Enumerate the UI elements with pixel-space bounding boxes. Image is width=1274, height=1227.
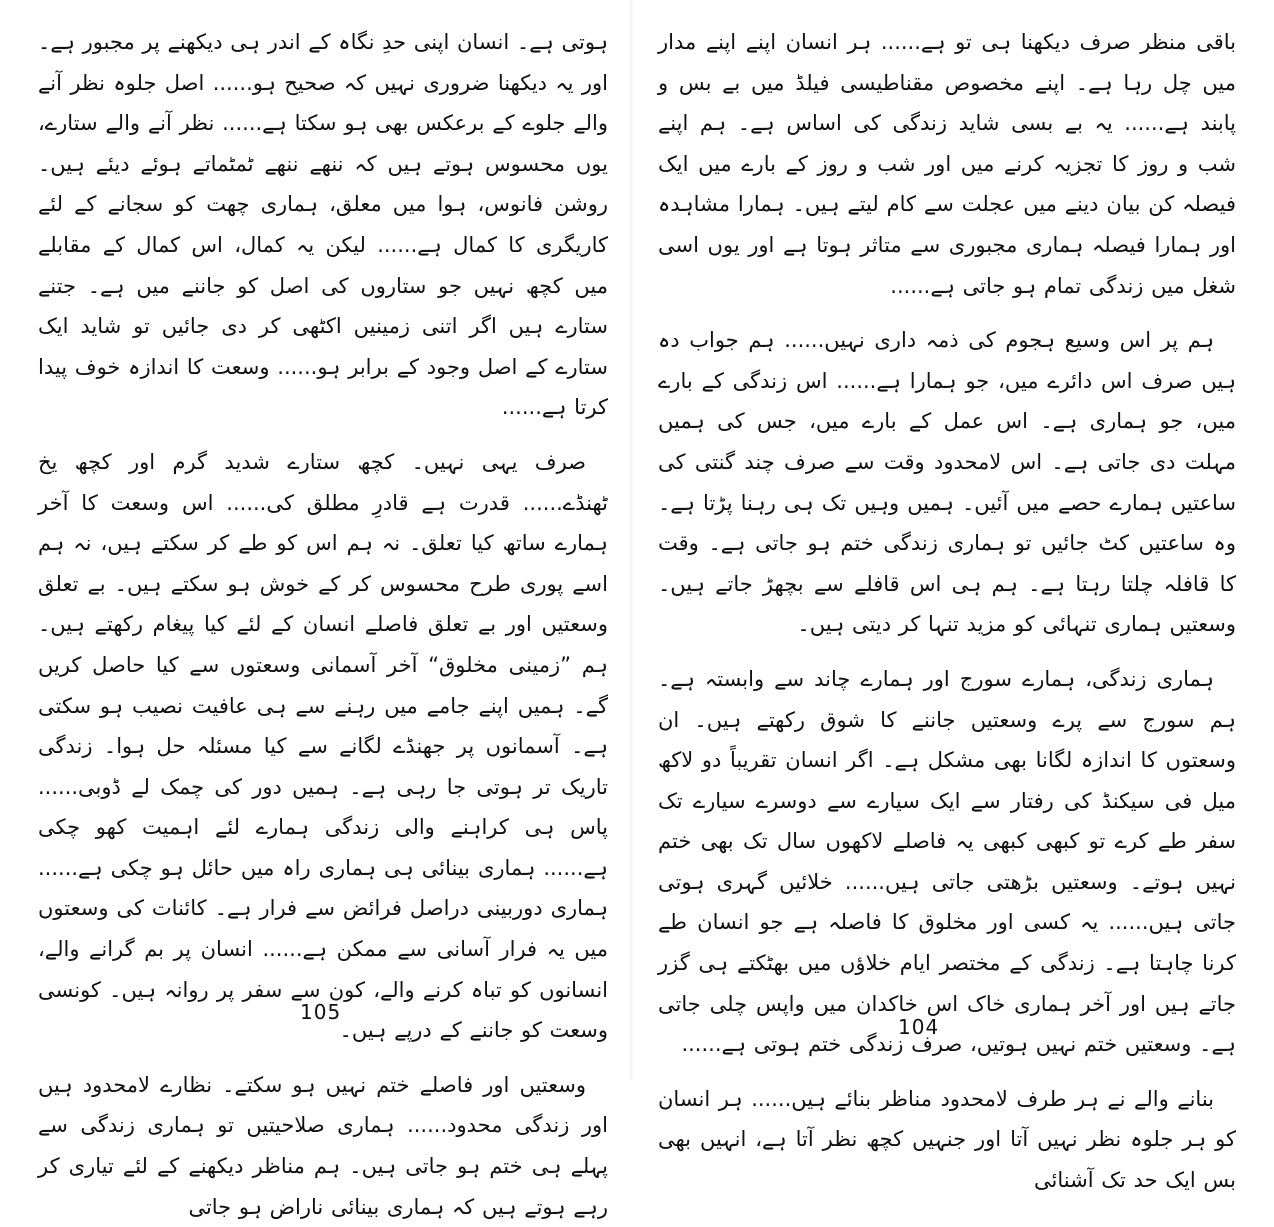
book-gutter [628, 0, 634, 1080]
left-paragraph-2: صرف یہی نہیں۔ کچھ ستارے شدید گرم اور کچھ یخ ٹھنڈے...... قدرت ہے قادرِ مطلق کی...... اس وسعت کا آخر ہمارے ساتھ کیا تعلق۔ نہ ہم اس کو طے کر سکتے ہیں، نہ ہم اسے پوری طرح محسوس کر کے خوش ہو سکتے ہیں۔ بے تعلق وسعتیں اور بے تعلق فاصلے انسان کے لئے کیا پیغام رکھتے ہیں۔ ہم ”زمینی مخلوق“ آخر آسمانی وسعتوں سے کیا حاصل کریں گے۔ ہمیں اپنے جامے میں رہنے سے ہی عافیت نصیب ہو سکتی ہے۔ آسمانوں پر جھنڈے لگانے سے کیا مسئلہ حل ہوا۔ زندگی تاریک تر ہوتی جا رہی ہے۔ ہمیں دور کی چمک لے ڈوبی...... پاس ہی کراہنے والی زندگی ہمارے لئے اہمیت کھو چکی ہے...... ہماری بینائی ہی ہماری راہ میں حائل ہو چکی ہے...... ہماری دوربینی دراصل فرائض سے فرار ہے۔ کائنات کی وسعتوں میں یہ فرار آسانی سے ممکن ہے...... انسان پر بم گرانے والے، انسانوں کو تباہ کرنے والے، کون سے سفر پر روانہ ہیں۔ کونسی وسعت کو جاننے کے درپے ہیں۔ [38, 449, 608, 1043]
right-paragraph-1: باقی منظر صرف دیکھنا ہی تو ہے...... ہر انسان اپنے اپنے مدار میں چل رہا ہے۔ اپنے مخصوص مقناطیسی فیلڈ میں بے بس و پابند ہے...... یہ بے بسی شاید زندگی کی اساس ہے۔ ہم اپنے شب و روز کا تجزیہ کرنے میں اور شب و روز کے بارے میں ایک فیصلہ کن بیان دینے میں عجلت سے کام لیتے ہیں۔ ہمارا مشاہدہ اور ہمارا فیصلہ ہماری مجبوری سے متاثر ہوتا ہے اور یوں اسی شغل میں زندگی تمام ہو جاتی ہے...... [658, 30, 1236, 298]
left-paragraph-1: ہوتی ہے۔ انسان اپنی حدِ نگاہ کے اندر ہی دیکھنے پر مجبور ہے۔ اور یہ دیکھنا ضروری نہیں کہ صحیح ہو...... اصل جلوہ نظر آنے والے جلوے کے برعکس بھی ہو سکتا ہے...... نظر آنے والے ستارے، یوں محسوس ہوتے ہیں کہ ننھے ننھے ٹمٹماتے ہوئے دیئے ہیں۔ روشن فانوس، ہوا میں معلق، ہماری چھت کو سجانے کے لئے کاریگری کا کمال ہے...... لیکن یہ کمال، اس کمال کے مقابلے میں کچھ نہیں جو ستاروں کی اصل کو جاننے میں ہے۔ جتنے ستارے ہیں اگر اتنی زمینیں اکٹھی کر دی جائیں تو شاید ایک ستارے کے اصل وجود کے برابر ہو...... وسعت کا اندازہ خوف پیدا کرتا ہے...... [38, 30, 608, 420]
right-page [658, 22, 1236, 1201]
right-paragraph-3: ہماری زندگی، ہمارے سورج اور ہمارے چاند سے وابستہ ہے۔ ہم سورج سے پرے وسعتیں جاننے کا شوق رکھتے ہیں۔ ان وسعتوں کا اندازہ لگانا بھی مشکل ہے۔ اگر انسان تقریباً دو لاکھ میل فی سیکنڈ کی رفتار سے ایک سیارے سے دوسرے سیارے تک سفر طے کرے تو کبھی کبھی یہ فاصلے لاکھوں سال تک بھی ختم نہیں ہوتے۔ وسعتیں بڑھتی جاتی ہیں...... خلائیں گہری ہوتی جاتی ہیں...... یہ کسی اور مخلوق کا فاصلہ ہے جو انسان طے کرنا چاہتا ہے۔ زندگی کے مختصر ایام خلاؤں میں بھٹکتے ہی گزر جاتے ہیں اور آخر ہماری خاک اس خاکدان میں واپس چلی جاتی ہے۔ وسعتیں ختم نہیں ہوتیں، صرف زندگی ختم ہوتی ہے...... [658, 666, 1236, 1057]
left-page [38, 22, 608, 1227]
right-page-number: 104 [898, 1015, 940, 1039]
left-paragraph-3: وسعتیں اور فاصلے ختم نہیں ہو سکتے۔ نظارے لامحدود ہیں اور زندگی محدود...... ہماری صلاحیتیں تو ہماری زندگی سے پہلے ہی ختم ہو جاتی ہیں۔ ہم مناظر دیکھنے کے لئے تیاری کر رہے ہوتے ہیں کہ ہماری بینائی ناراض ہو جاتی [38, 1072, 608, 1219]
left-page-number: 105 [300, 1000, 342, 1024]
right-paragraph-2: ہم پر اس وسیع ہجوم کی ذمہ داری نہیں...... ہم جواب دہ ہیں صرف اس دائرے میں، جو ہمارا ہے...... اس زندگی کے بارے میں، جو ہماری ہے۔ اس عمل کے بارے میں، جس کی ہمیں مہلت دی جاتی ہے۔ اس لامحدود وقت سے صرف چند گنتی کی ساعتیں ہمارے حصے میں آئیں۔ ہمیں وہیں تک ہی رہنا پڑتا ہے۔ وہ ساعتیں کٹ جائیں تو ہماری زندگی ختم ہو جاتی ہے۔ وقت کا قافلہ چلتا رہتا ہے۔ ہم ہی اس قافلے سے بچھڑ جاتے ہیں۔ وسعتیں ہماری تنہائی کو مزید تنہا کر دیتی ہیں۔ [658, 328, 1236, 637]
right-paragraph-4: بنانے والے نے ہر طرف لامحدود مناظر بنائے ہیں...... ہر انسان کو ہر جلوہ نظر نہیں آتا اور جنہیں کچھ نظر آتا ہے، انہیں بھی بس ایک حد تک آشنائی [658, 1086, 1236, 1193]
